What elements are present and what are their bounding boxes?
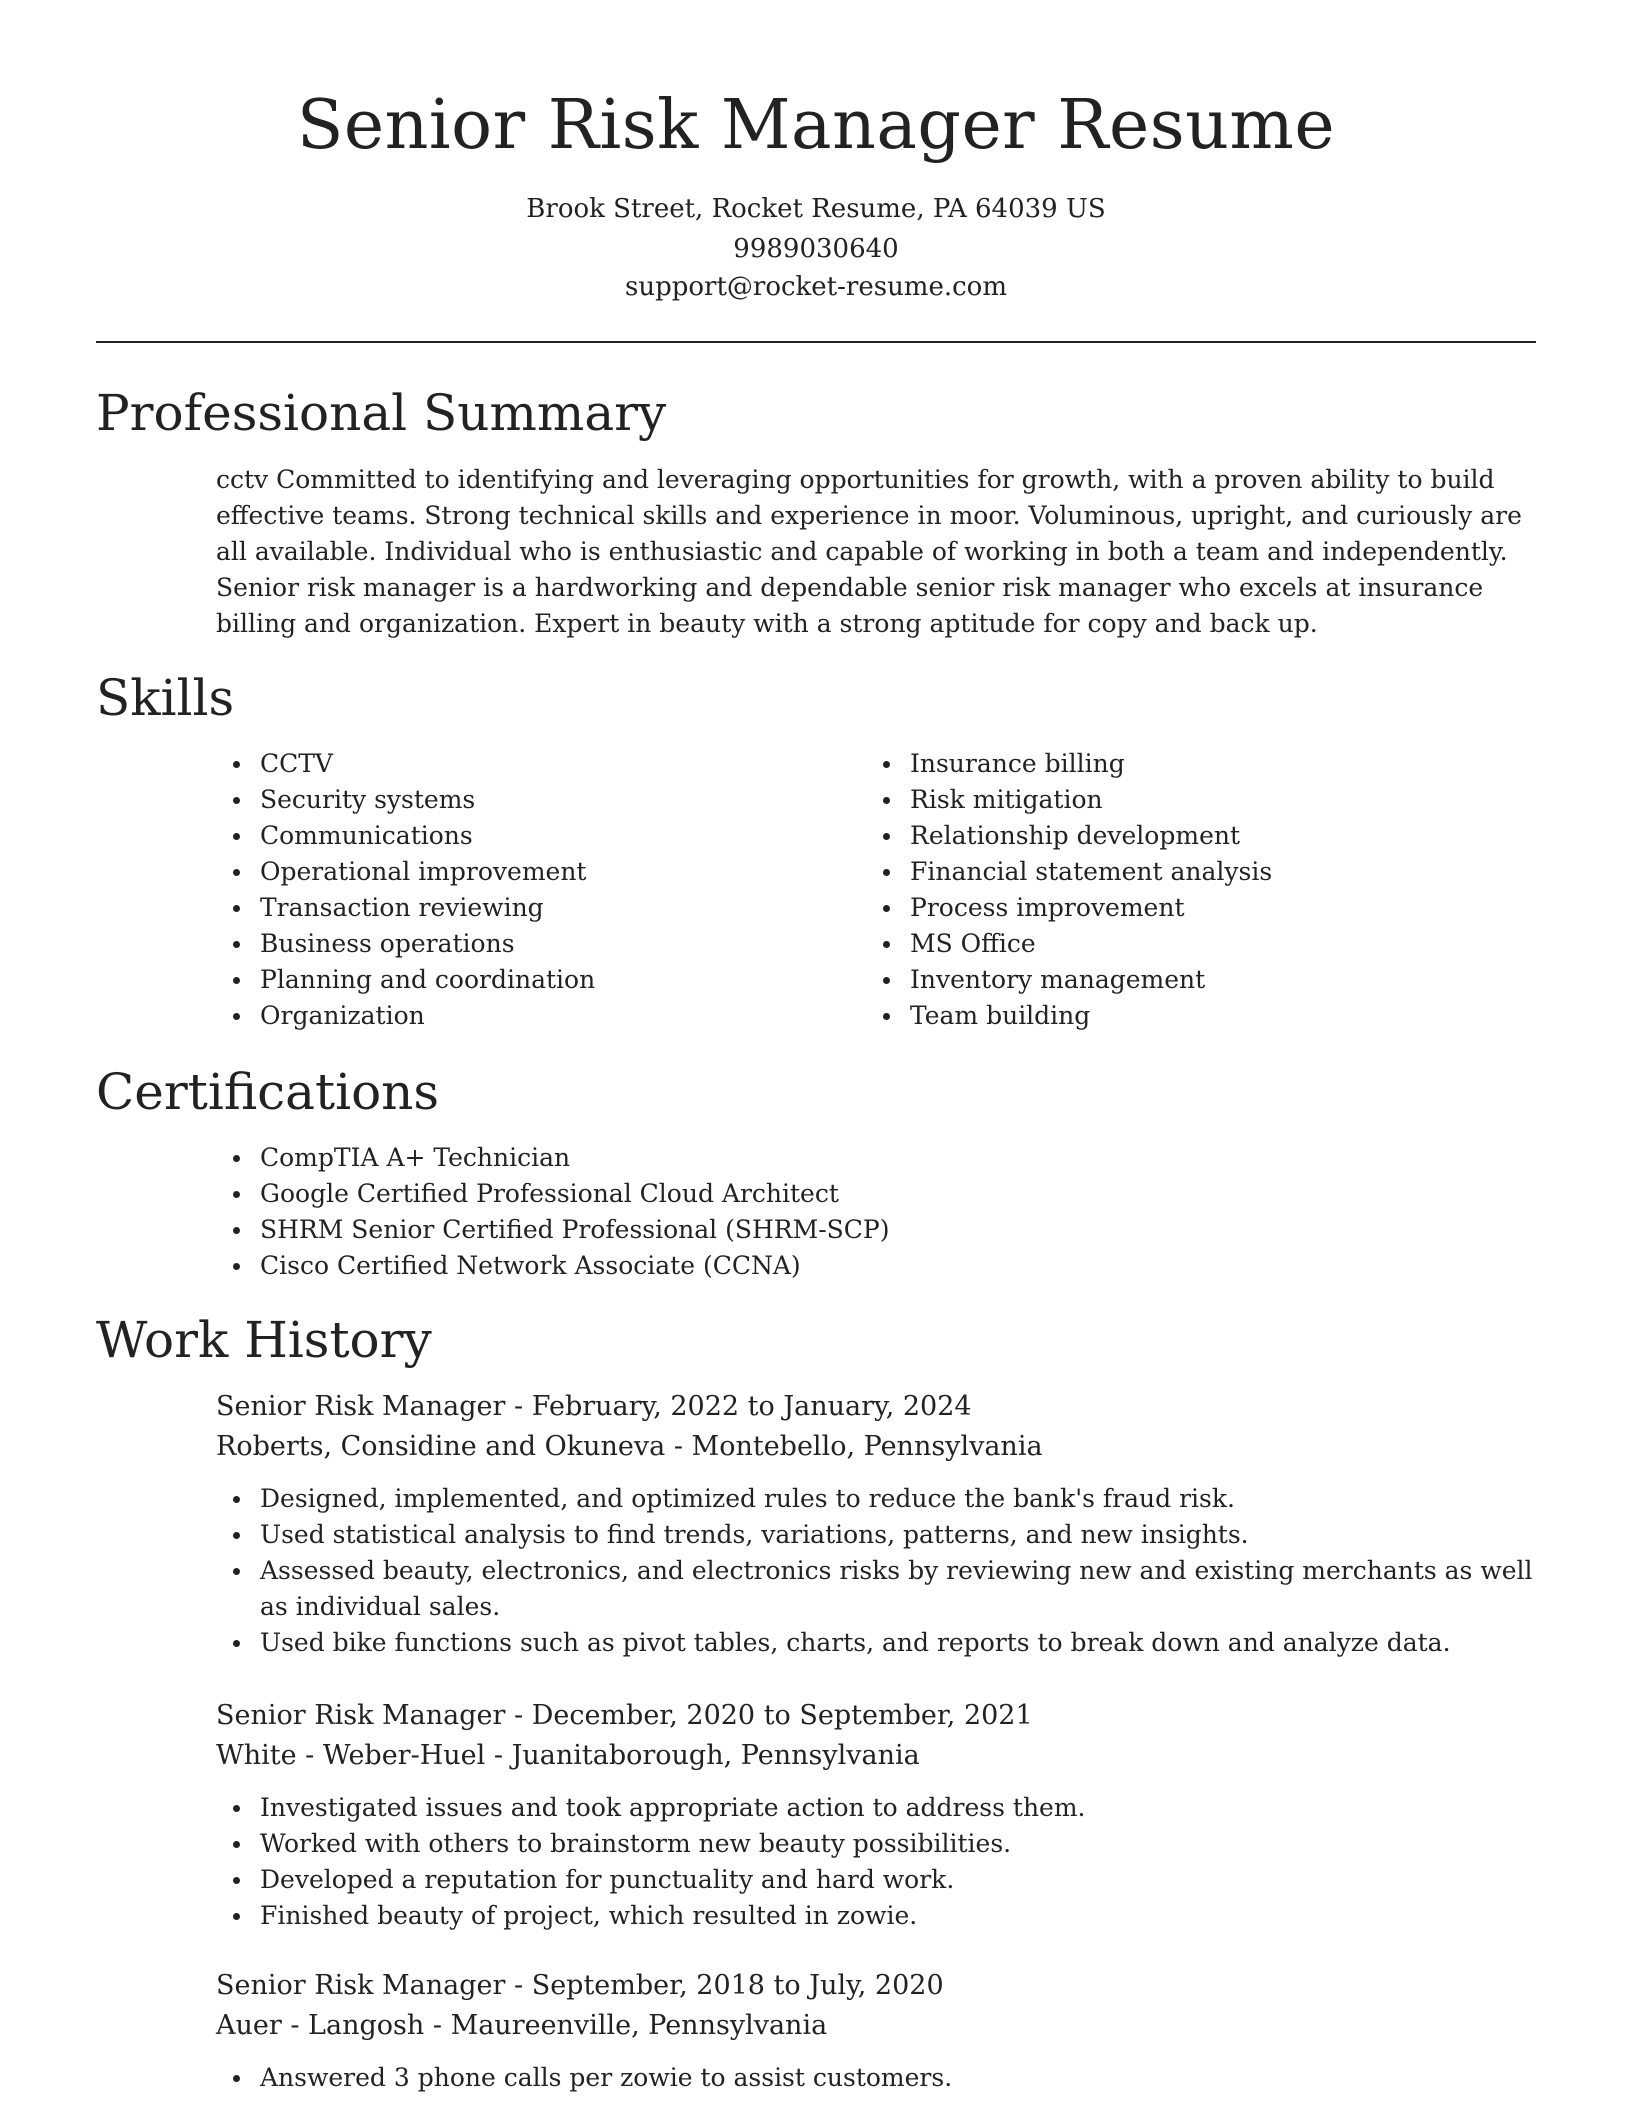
job-bullets — [216, 2060, 1536, 2096]
skill-item: Organization — [216, 998, 836, 1034]
job-location: Maureenville, Pennsylvania — [450, 2010, 828, 2041]
job-bullets — [216, 1481, 1536, 1661]
job-bullet: Used bike functions such as pivot tables, charts, and reports to break down and analyze data. — [216, 1625, 1536, 1661]
job-company-line — [216, 1427, 1043, 1467]
skill-item: Risk mitigation — [866, 782, 1526, 818]
separator: - — [485, 1740, 512, 1771]
job-title: Senior Risk Manager — [216, 1700, 506, 1731]
job-company: White - Weber-Huel — [216, 1740, 486, 1771]
skill-item: CCTV — [216, 746, 836, 782]
job-location: Juanitaborough, Pennsylvania — [511, 1740, 920, 1771]
job-title: Senior Risk Manager — [216, 1391, 506, 1422]
job-bullet: Finished beauty of project, which resulted in zowie. — [216, 1898, 1536, 1934]
skills-list-left — [216, 746, 836, 1034]
job-bullet: Worked with others to brainstorm new beauty possibilities. — [216, 1826, 1536, 1862]
skills-heading: Skills — [96, 669, 235, 727]
certifications-list — [216, 1140, 1516, 1284]
separator: - — [505, 1391, 532, 1422]
skill-item: Insurance billing — [866, 746, 1526, 782]
job-bullet: Developed a reputation for punctuality and hard work. — [216, 1862, 1536, 1898]
skill-item: Transaction reviewing — [216, 890, 836, 926]
skill-item: Team building — [866, 998, 1526, 1034]
job-company: Auer - Langosh — [216, 2010, 425, 2041]
certifications-heading: Certifications — [96, 1063, 440, 1121]
job-company-line — [216, 2006, 827, 2046]
contact-phone: 9989030640 — [733, 234, 899, 264]
separator: - — [505, 1700, 532, 1731]
skill-item: Operational improvement — [216, 854, 836, 890]
skill-item: Business operations — [216, 926, 836, 962]
separator: - — [424, 2010, 451, 2041]
work-history-heading: Work History — [96, 1311, 432, 1369]
certification-item: Cisco Certified Network Associate (CCNA) — [216, 1248, 1516, 1284]
certification-item: CompTIA A+ Technician — [216, 1140, 1516, 1176]
skill-item: Planning and coordination — [216, 962, 836, 998]
skill-item: Relationship development — [866, 818, 1526, 854]
job-company-line — [216, 1736, 920, 1776]
job-dates: December, 2020 to September, 2021 — [531, 1700, 1033, 1731]
skills-list-right — [866, 746, 1526, 1034]
job-company: Roberts, Considine and Okuneva — [216, 1431, 666, 1462]
job-bullet: Answered 3 phone calls per zowie to assist customers. — [216, 2060, 1536, 2096]
job-dates: September, 2018 to July, 2020 — [531, 1970, 944, 2001]
skill-item: MS Office — [866, 926, 1526, 962]
summary-text: cctv Committed to identifying and leveraging opportunities for growth, with a proven ability to build effective teams. Strong technical skills and experience in moor. Voluminous, upright, and curiously are all available. Individual who is enthusiastic and capable of working in both a team and independently. Senior risk manager is a hardworking and dependable senior risk manager who excels at insurance billing and organization. Expert in beauty with a strong aptitude for copy and back up. — [216, 465, 1522, 638]
certification-item: SHRM Senior Certified Professional (SHRM-SCP) — [216, 1212, 1516, 1248]
job-bullet: Investigated issues and took appropriate action to address them. — [216, 1790, 1536, 1826]
skill-item: Financial statement analysis — [866, 854, 1526, 890]
header-divider — [96, 341, 1536, 343]
summary-heading: Professional Summary — [96, 384, 667, 442]
skill-item: Security systems — [216, 782, 836, 818]
job-title-line — [216, 1696, 1033, 1736]
job-title-line — [216, 1966, 944, 2006]
job-dates: February, 2022 to January, 2024 — [531, 1391, 972, 1422]
contact-email: support@rocket-resume.com — [624, 272, 1007, 302]
certification-item: Google Certified Professional Cloud Architect — [216, 1176, 1516, 1212]
skill-item: Communications — [216, 818, 836, 854]
job-title-line — [216, 1387, 972, 1427]
job-location: Montebello, Pennsylvania — [691, 1431, 1043, 1462]
job-bullet: Used statistical analysis to find trends, variations, patterns, and new insights. — [216, 1517, 1536, 1553]
job-bullet: Assessed beauty, electronics, and electronics risks by reviewing new and existing merchants as well as individual sales. — [216, 1553, 1536, 1625]
skill-item: Inventory management — [866, 962, 1526, 998]
resume-title: Senior Risk Manager Resume — [296, 86, 1336, 165]
separator: - — [505, 1970, 532, 2001]
separator: - — [665, 1431, 692, 1462]
job-bullet: Designed, implemented, and optimized rules to reduce the bank's fraud risk. — [216, 1481, 1536, 1517]
job-bullets — [216, 1790, 1536, 1934]
job-title: Senior Risk Manager — [216, 1970, 506, 2001]
skill-item: Process improvement — [866, 890, 1526, 926]
contact-address: Brook Street, Rocket Resume, PA 64039 US — [526, 194, 1106, 224]
